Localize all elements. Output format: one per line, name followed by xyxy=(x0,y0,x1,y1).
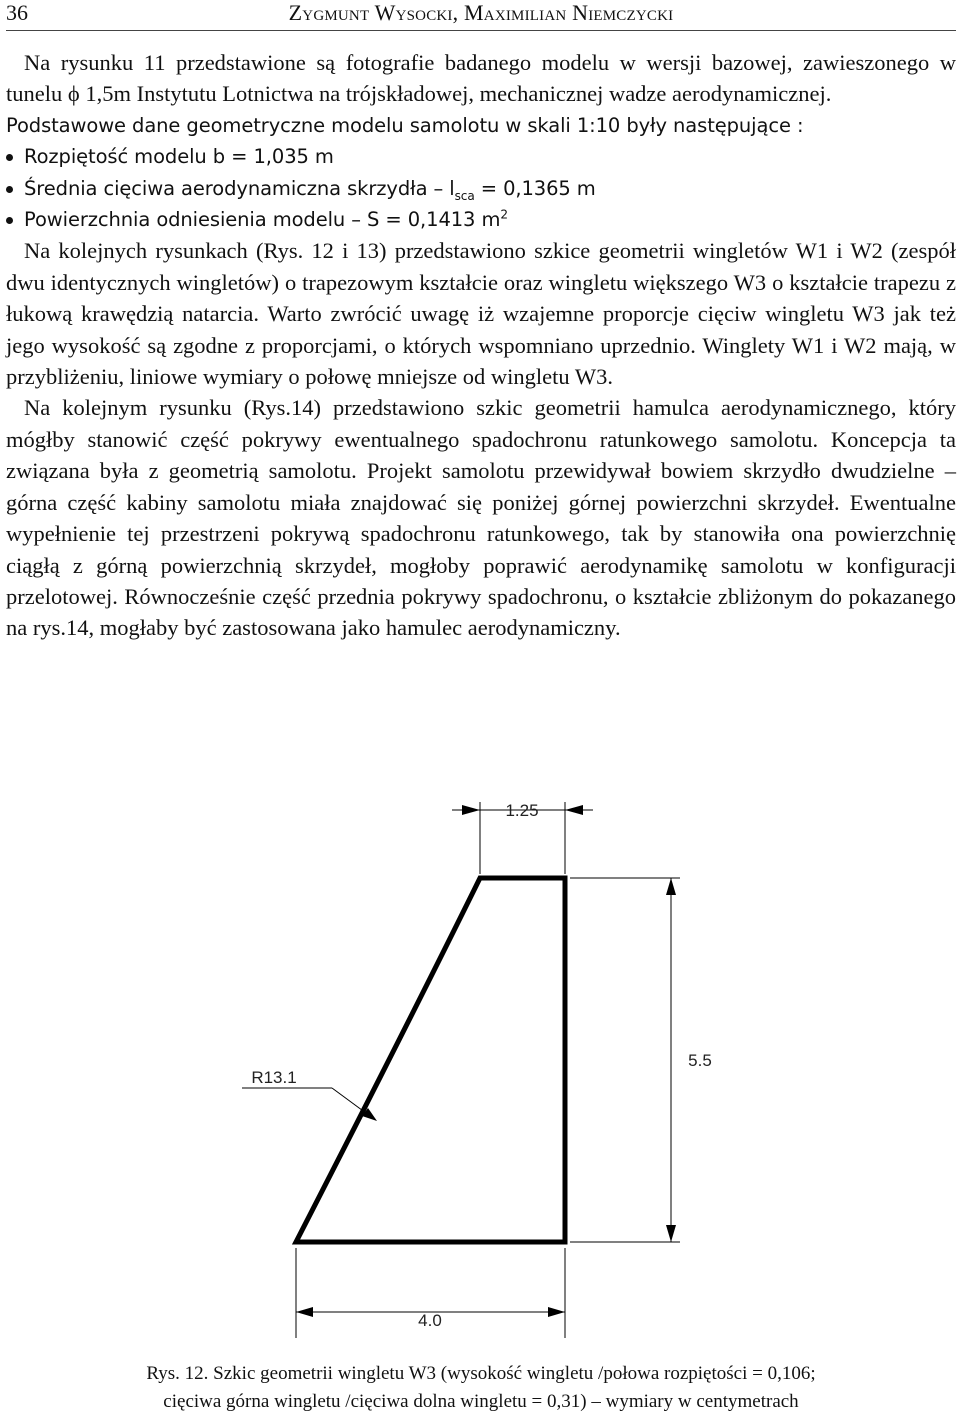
winglet-figure xyxy=(180,790,780,1350)
page-header xyxy=(6,0,956,31)
dim-top-arrow-left xyxy=(462,805,480,815)
dim-radius-label: R13.1 xyxy=(251,1068,297,1087)
bullet-mean-chord-value: = 0,1365 m xyxy=(474,176,596,200)
dim-height-label: 5.5 xyxy=(688,1051,712,1070)
figure-caption xyxy=(6,1360,956,1416)
bullet-mean-chord xyxy=(6,173,956,204)
dim-radius-leader xyxy=(332,1088,370,1116)
dim-top-label: 1.25 xyxy=(505,801,539,820)
bullet-wingspan-text: Rozpiętość modelu b = 1,035 m xyxy=(24,145,334,169)
dim-top-arrow-right xyxy=(565,805,583,815)
running-title: Zygmunt Wysocki, Maximilian Niemczycki xyxy=(288,0,674,25)
dim-bottom-label: 4.0 xyxy=(418,1311,442,1330)
geometry-bullet-list xyxy=(6,141,956,235)
body-text xyxy=(6,47,956,644)
paragraph-winglets: Na kolejnych rysunkach (Rys. 12 i 13) przedstawiono szkice geometrii wingletów W1 i W2 (zespół dwu identycznych wingletów) o trapezowym kształcie oraz wingletu większego W3 o kształcie trapezu z łukową krawędzią natarcia. Warto zwrócić uwagę iż wzajemne proporcje cięciw wingletu W3 jak też jego wysokość są zgodne z proporcjami, o których wspomniano uprzednio. Winglety W1 i W2 mają, w przybliżeniu, liniowe wymiary o połowę mniejsze od wingletu W3. xyxy=(6,238,956,390)
winglet-sketch xyxy=(180,790,780,1350)
paragraph-geometry-intro: Podstawowe dane geometryczne modelu samolotu w skali 1:10 były następujące : xyxy=(6,113,804,137)
area-superscript: 2 xyxy=(500,207,508,222)
dim-height-arrow-top xyxy=(666,878,676,895)
page-number: 36 xyxy=(6,0,28,25)
chord-subscript: sca xyxy=(454,188,475,203)
bullet-reference-area-text: Powierzchnia odniesienia modelu – S = 0,1413 m xyxy=(24,208,501,232)
dim-bottom-arrow-right xyxy=(548,1307,565,1317)
paragraph-model-photos: Na rysunku 11 przedstawione są fotografie badanego modelu w wersji bazowej, zawieszonego w tunelu ϕ 1,5m Instytutu Lotnictwa na trójskładowej, mechanicznej wadze aerodynamicznej. xyxy=(6,50,956,107)
bullet-wingspan xyxy=(6,141,956,172)
bullet-mean-chord-text: Średnia cięciwa aerodynamiczna skrzydła – l xyxy=(24,176,455,200)
winglet-outline xyxy=(296,878,565,1242)
caption-line-1: Rys. 12. Szkic geometrii wingletu W3 (wysokość wingletu /połowa rozpiętości = 0,106; xyxy=(146,1363,816,1384)
dim-bottom-arrow-left xyxy=(296,1307,313,1317)
dim-height-arrow-bottom xyxy=(666,1225,676,1242)
caption-line-2: cięciwa górna wingletu /cięciwa dolna wingletu = 0,31) – wymiary w centymetrach xyxy=(163,1391,799,1412)
paragraph-air-brake: Na kolejnym rysunku (Rys.14) przedstawiono szkic geometrii hamulca aerodynamicznego, który mógłby stanowić część pokrywy ewentualnego spadochronu ratunkowego samolotu. Koncepcja ta związana była z geometrią samolotu. Projekt samolotu przewidywał bowiem skrzydło dwudzielne – górna część kabiny samolotu miała znajdować się poniżej górnej powierzchni skrzydeł. Ewentualne wypełnienie tej przestrzeni pokrywą spadochronu ratunkowego, tak by stanowiła ona powierzchnię ciągłą z górną powierzchnią skrzydeł, mogłoby poprawić aerodynamikę samolotu w konfiguracji przelotowej. Równocześnie część przednia pokrywy spadochronu, o kształcie zbliżonym do pokazanego na rys.14, mogłaby być zastosowana jako hamulec aerodynamiczny. xyxy=(6,395,956,641)
bullet-reference-area xyxy=(6,204,956,235)
